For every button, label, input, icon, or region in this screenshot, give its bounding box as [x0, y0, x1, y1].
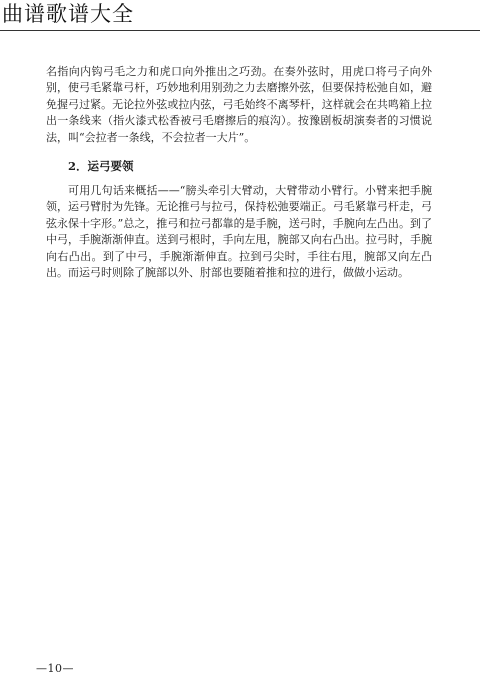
- section-heading: 2．运弓要领: [68, 159, 134, 174]
- page-number: —10—: [36, 662, 74, 675]
- page-header: [0, 0, 480, 31]
- page-content: [46, 64, 432, 281]
- paragraph-2: 可用几句话来概括——“膀头牵引大臂动，大臂带动小臂行。小臂来把手腕领，运弓臂肘为先锋。无论推弓与拉弓，保持松弛要端正。弓毛紧靠弓杆走，弓弦永保十字形。”总之，推弓和拉弓都靠的是手腕，送弓时，手腕向左凸出。到了中弓，手腕渐渐伸直。送到弓根时，手向左甩，腕部又向右凸出。拉弓时，手腕向右凸出。到了中弓，手腕渐渐伸直。拉到弓尖时，手往右甩，腕部又向左凸出。而运弓时则除了腕部以外、肘部也要随着推和拉的进行，做做小运动。: [46, 184, 432, 280]
- header-title: 曲谱歌谱大全: [2, 2, 134, 26]
- paragraph-1: 名指向内钩弓毛之力和虎口向外推出之巧劲。在奏外弦时，用虎口将弓子向外别，使弓毛紧靠弓杆，巧妙地利用别劲之力去磨擦外弦，但要保持松弛自如，避免握弓过紧。无论拉外弦或拉内弦，弓毛始终不离琴杆，这样就会在共鸣箱上拉出一条线来（指火漆式松香被弓毛磨擦后的痕沟）。按豫剧板胡演奏者的习惯说法，叫“会拉者一条线，不会拉者一大片”。: [46, 65, 432, 144]
